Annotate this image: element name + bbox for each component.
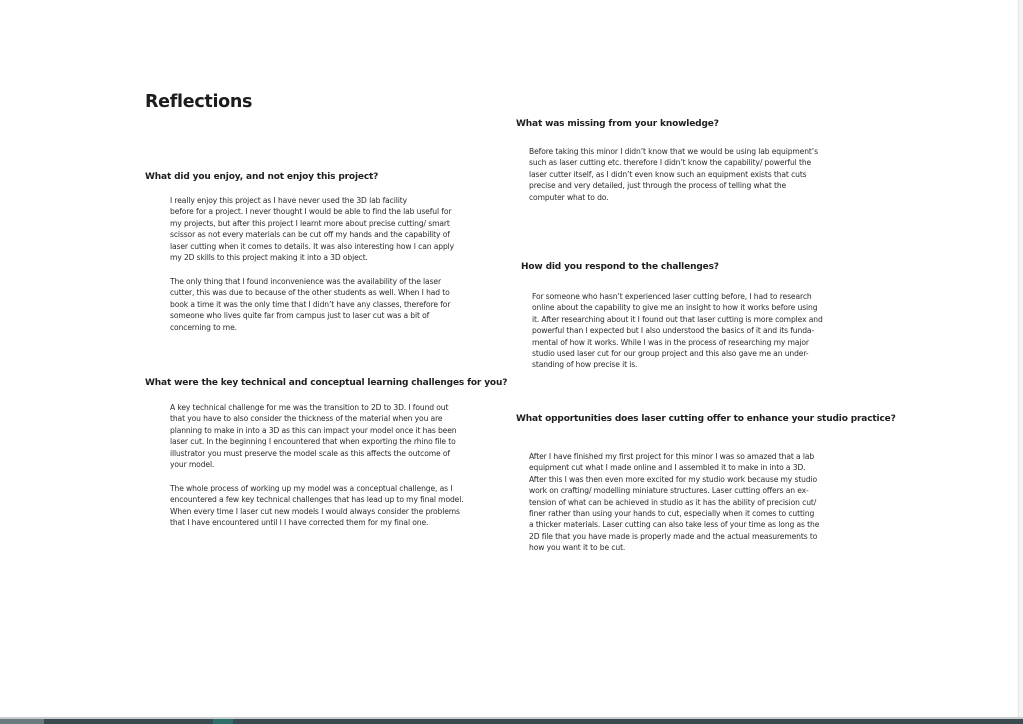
section-answer xyxy=(170,483,464,529)
answer-line: encountered a few key technical challenges that has lead up to my final model. xyxy=(170,495,464,505)
answer-line: such as laser cutting etc. therefore I didn’t know the capability/ powerful the xyxy=(529,158,812,168)
section-answer xyxy=(529,146,818,203)
answer-line: When every time I laser cut new models I would always consider the problems xyxy=(170,506,460,516)
answer-line: laser cut. In the beginning I encountered that when exporting the rhino file to xyxy=(170,437,456,447)
answer-line: a thicker materials. Laser cutting can also take less of your time as long as the xyxy=(529,520,820,530)
answer-line: studio used laser cut for our group project and this also gave me an under- xyxy=(532,349,809,359)
answer-line: The only thing that I found inconvenience was the availability of the laser xyxy=(170,277,441,286)
answer-line: mental of how it works. While I was in the process of researching my major xyxy=(532,337,809,347)
page-edge xyxy=(1018,0,1023,717)
answer-line: your model. xyxy=(170,460,215,470)
answer-line: illustrator you must preserve the model scale as this affects the outcome of xyxy=(170,448,450,458)
answer-line: concerning to me. xyxy=(170,322,237,332)
answer-line: After this I was then even more excited for my studio work because my studio xyxy=(529,474,818,484)
answer-line: laser cutter itself, as I didn’t even know such an equipment exists that cuts xyxy=(529,169,807,179)
answer-line: it. After researching about it I found out that laser cutting is more complex and xyxy=(532,314,823,324)
answer-line: For someone who hasn’t experienced laser cutting before, I had to research xyxy=(532,292,812,301)
answer-line: scissor as not every materials can be cut off my hands and the capability of xyxy=(170,230,450,240)
answer-line: I really enjoy this project as I have never used the 3D lab facility xyxy=(170,196,407,205)
answer-line: work on crafting/ modelling miniature structures. Laser cutting offers an ex- xyxy=(529,486,809,496)
answer-line: powerful than I expected but I also understood the basics of it and its funda- xyxy=(532,326,815,336)
answer-line: someone who lives quite far from campus just to laser cut was a bit of xyxy=(170,311,430,321)
section-answer xyxy=(170,402,456,470)
section-question: What did you enjoy, and not enjoy this project? xyxy=(145,172,379,182)
answer-line: equipment cut what I made online and I assembled it to make in into a 3D. xyxy=(529,463,806,473)
section-answer xyxy=(170,276,450,333)
section-question: What were the key technical and conceptual learning challenges for you? xyxy=(145,378,508,388)
answer-line: cutter, this was due to because of the other students as well. When I had to xyxy=(170,288,450,298)
bottom-bar-segment xyxy=(213,719,233,724)
section-question: What opportunities does laser cutting offer to enhance your studio practice? xyxy=(516,414,896,424)
answer-line: standing of how precise it is. xyxy=(532,360,638,370)
answer-line: how you want it to be cut. xyxy=(529,543,626,553)
answer-line: my projects, but after this project I learnt more about precise cutting/ smart xyxy=(170,218,450,228)
answer-line: precise and very detailed, just through the process of telling what the xyxy=(529,181,787,191)
answer-line: before for a project. I never thought I would be able to find the lab useful for xyxy=(170,207,452,217)
answer-line: After I have finished my first project for this minor I was so amazed that a lab xyxy=(529,452,815,461)
answer-line: Before taking this minor I didn’t know that we would be using lab equipment’s xyxy=(529,147,818,156)
bottom-bar xyxy=(0,717,1023,724)
answer-line: planning to make in into a 3D as this can impact your model once it has been xyxy=(170,425,457,435)
answer-line: A key technical challenge for me was the transition to 2D to 3D. I found out xyxy=(170,403,449,412)
answer-line: computer what to do. xyxy=(529,192,609,202)
answer-line: that you have to also consider the thickness of the material when you are xyxy=(170,414,443,424)
answer-line: book a time it was the only time that I didn’t have any classes, therefore for xyxy=(170,299,451,309)
section-answer xyxy=(529,451,819,554)
answer-line: tension of what can be achieved in studio as it has the ability of precision cut/ xyxy=(529,497,817,507)
answer-line: The whole process of working up my model was a conceptual challenge, as I xyxy=(170,484,453,493)
page-title: Reflections xyxy=(145,92,253,112)
answer-line: online about the capability to give me an insight to how it works before using xyxy=(532,303,818,313)
bottom-bar-segment xyxy=(0,719,44,724)
answer-line: my 2D skills to this project making it into a 3D object. xyxy=(170,253,368,263)
answer-line: 2D file that you have made is properly made and the actual measurements to xyxy=(529,531,818,541)
section-question: What was missing from your knowledge? xyxy=(516,119,719,129)
answer-line: that I have encountered until I I have corrected them for my final one. xyxy=(170,518,429,528)
section-answer xyxy=(532,291,823,371)
answer-line: laser cutting when it comes to details. It was also interesting how I can apply xyxy=(170,241,455,251)
answer-line: finer rather than using your hands to cut, especially when it comes to cutting xyxy=(529,509,815,519)
section-answer xyxy=(170,195,454,263)
section-question: How did you respond to the challenges? xyxy=(521,262,719,272)
